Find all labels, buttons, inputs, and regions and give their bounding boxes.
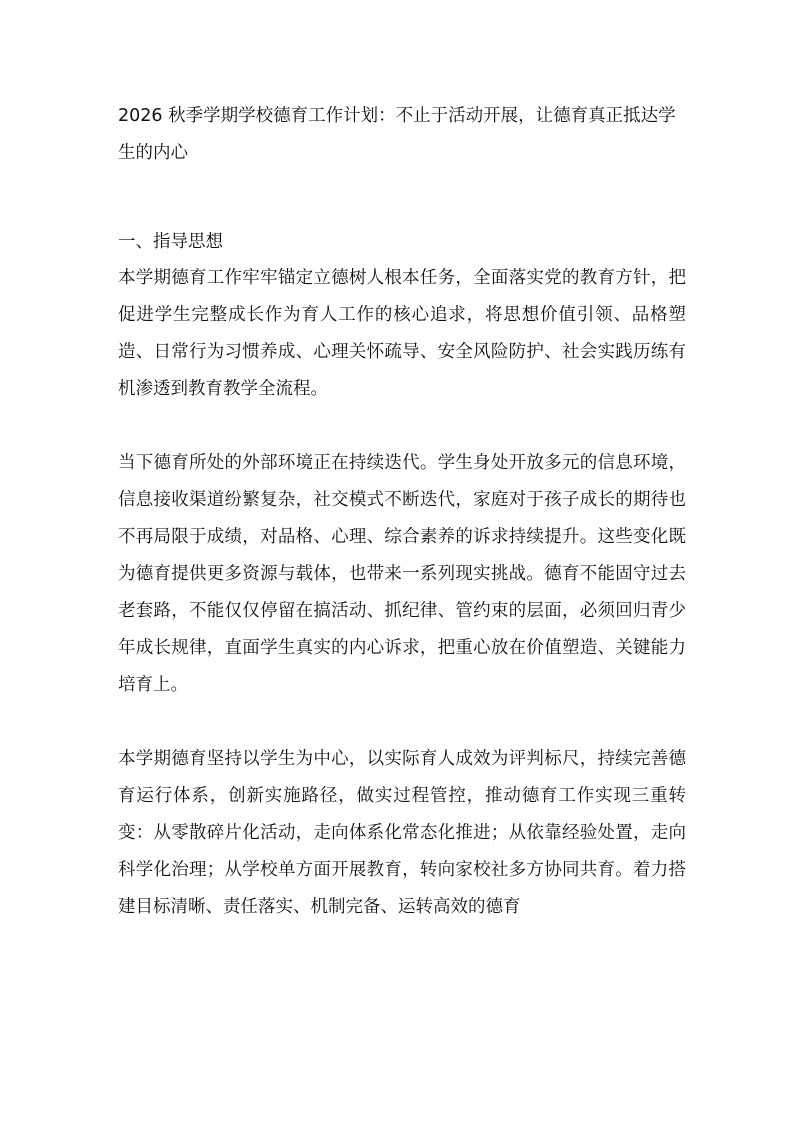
document-body [118,98,686,926]
section-heading-guiding-ideology: 一、指导思想 [118,232,223,252]
paragraph: 本学期德育坚持以学生为中心，以实际育人成效为评判标尺，持续完善德育运行体系，创新实施路径，做实过程管控，推动德育工作实现三重转变：从零散碎片化活动，走向体系化常态化推进；从依靠经验处置，走向科学化治理；从学校单方面开展教育，转向家校社多方协同共育。着力搭建目标清晰、责任落实、机制完备、运转高效的德育 [118,749,686,917]
paragraph: 本学期德育工作牢牢锚定立德树人根本任务，全面落实党的教育方针，把促进学生完整成长作为育人工作的核心追求，将思想价值引领、品格塑造、日常行为习惯养成、心理关怀疏导、安全风险防护、社会实践历练有机渗透到教育教学全流程。 [118,268,686,399]
paragraph: 当下德育所处的外部环境正在持续迭代。学生身处开放多元的信息环境，信息接收渠道纷繁复杂，社交模式不断迭代，家庭对于孩子成长的期待也不再局限于成绩，对品格、心理、综合素养的诉求持续提升。这些变化既为德育提供更多资源与载体，也带来一系列现实挑战。德育不能固守过去老套路，不能仅仅停留在搞活动、抓纪律、管约束的层面，必须回归青少年成长规律，直面学生真实的内心诉求，把重心放在价值塑造、关键能力培育上。 [118,453,686,695]
document-title: 2026 秋季学期学校德育工作计划：不止于活动开展，让德育真正抵达学生的内心 [118,106,676,163]
